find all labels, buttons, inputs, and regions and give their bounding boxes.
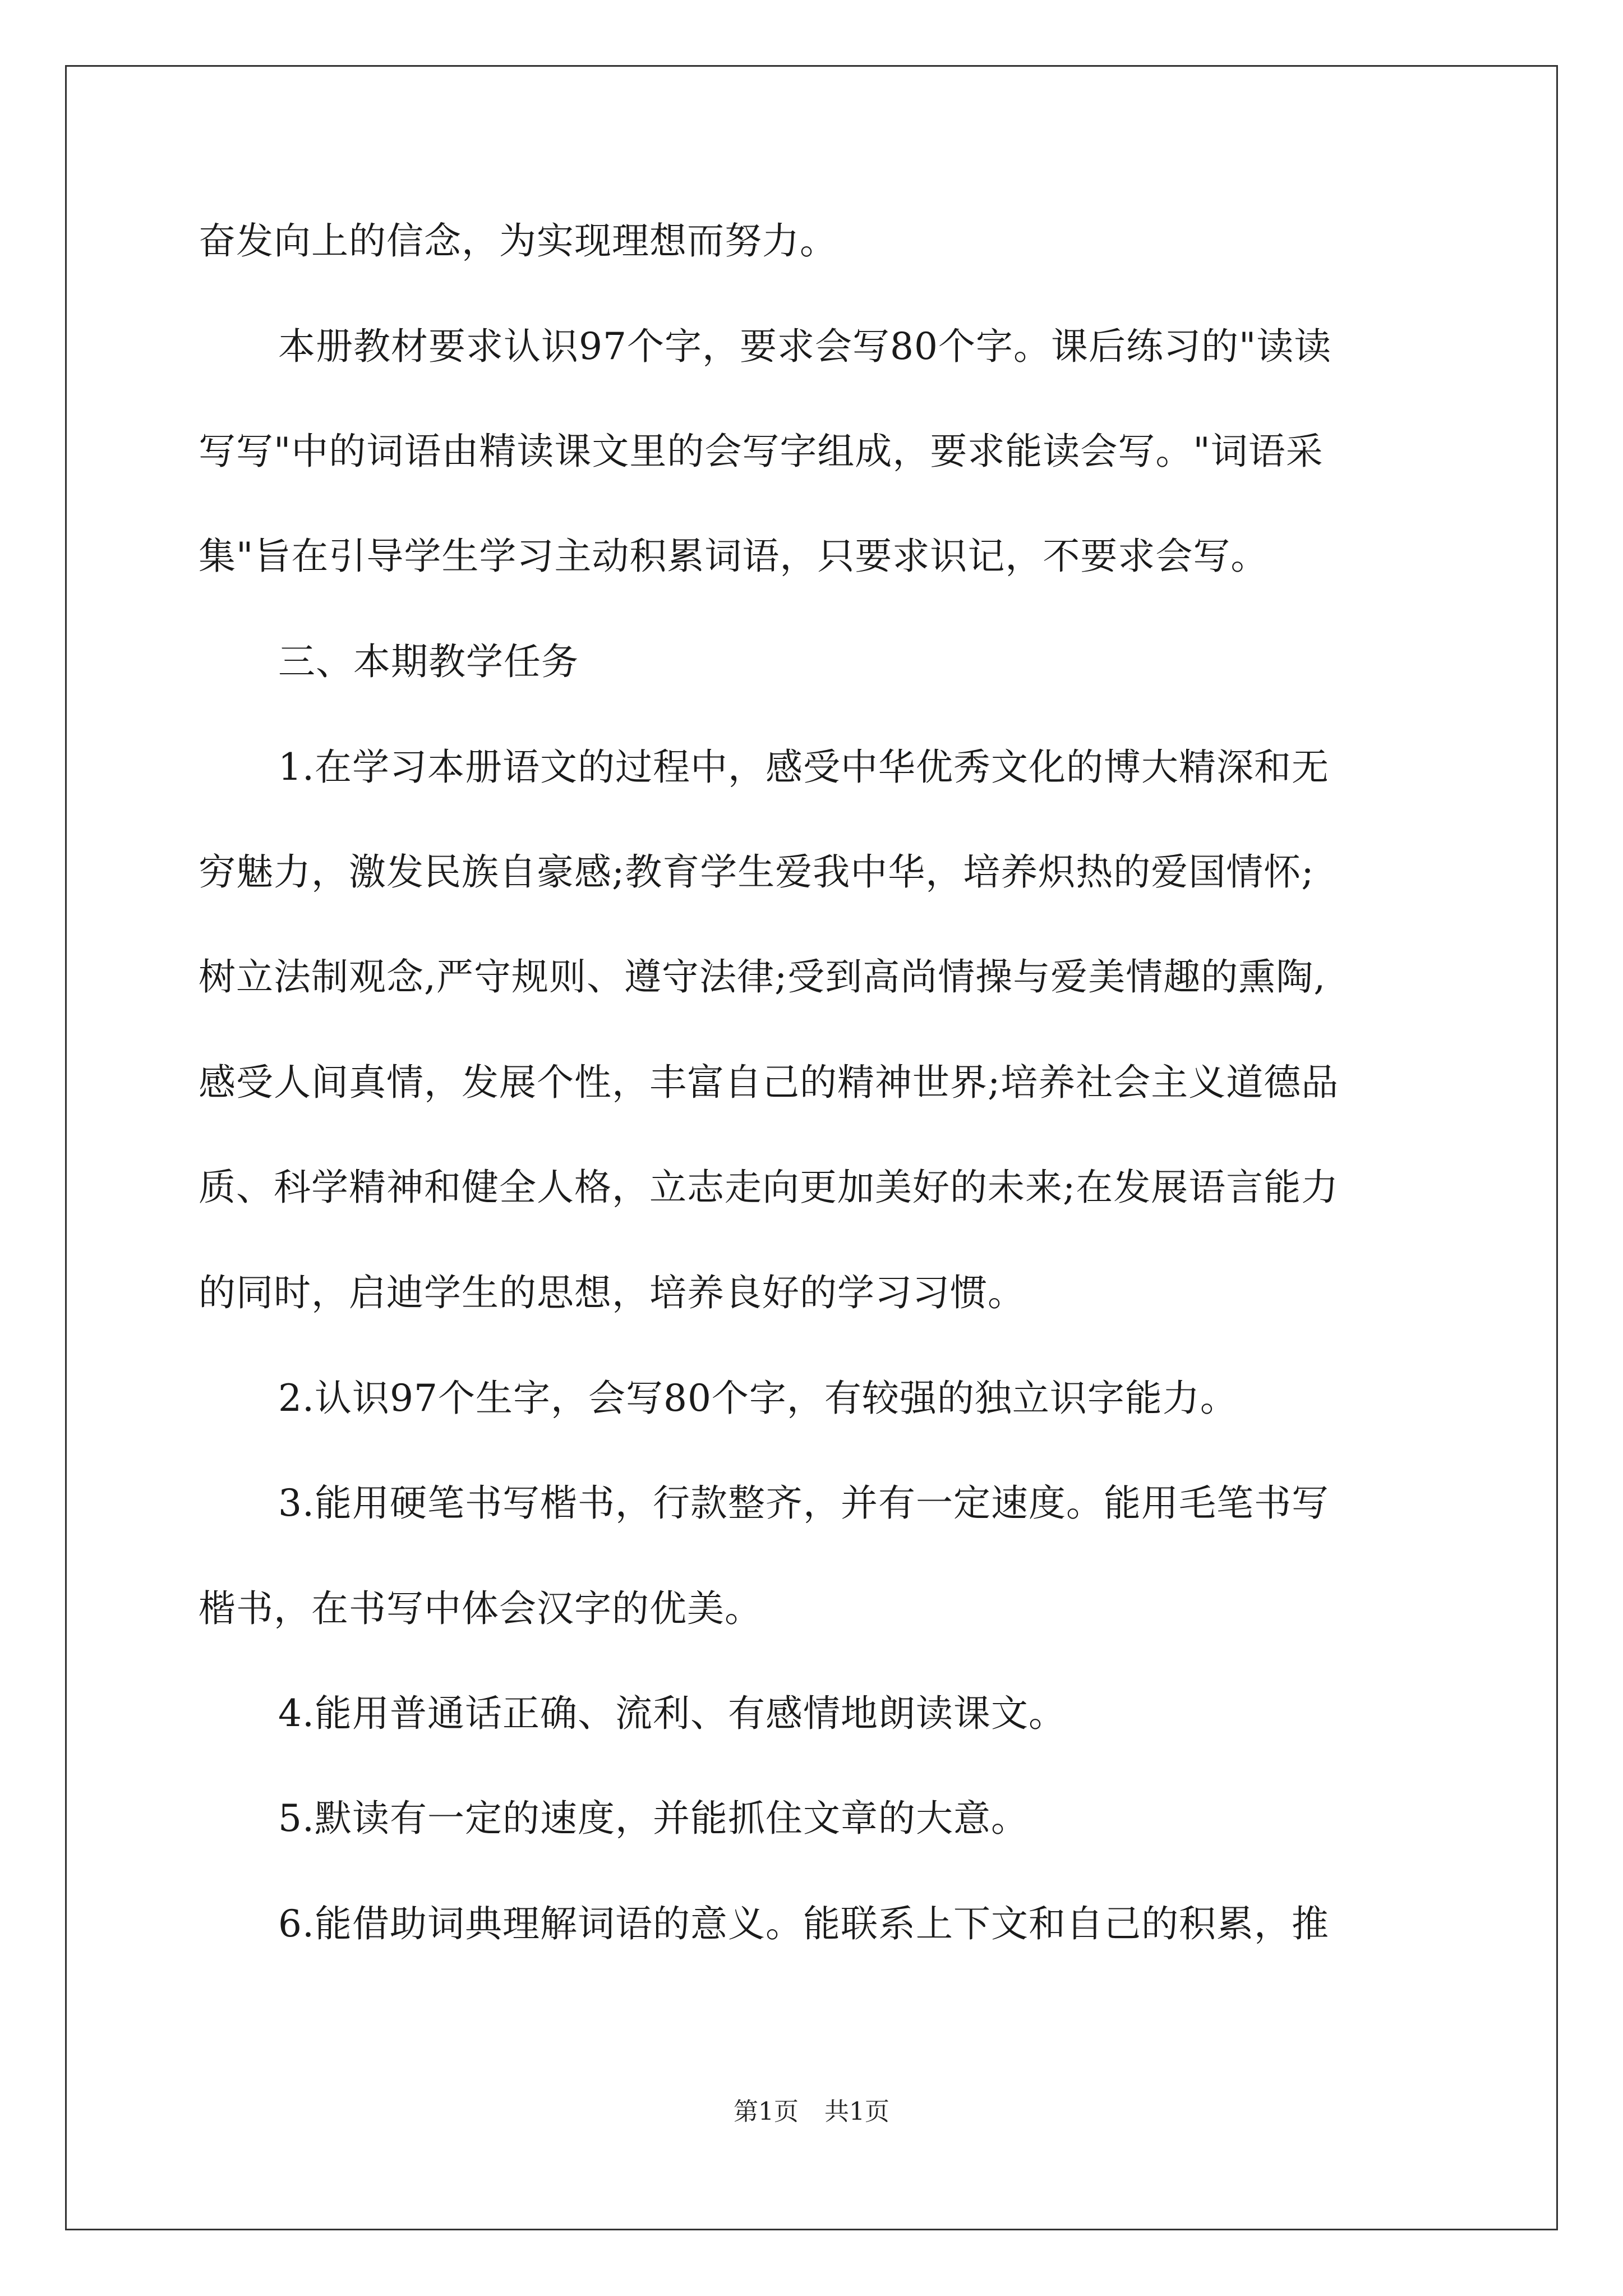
text-line: 树立法制观念,严守规则、遵守法律;受到高尚情操与爱美情趣的熏陶,: [199, 955, 1326, 999]
text-line: 写写"中的词语由精读课文里的会写字组成，要求能读会写。"词语采: [199, 430, 1324, 473]
text-line: 5.默读有一定的速度，并能抓住文章的大意。: [278, 1797, 1029, 1840]
text-line: 感受人间真情，发展个性，丰富自己的精神世界;培养社会主义道德品: [199, 1061, 1339, 1104]
page-number: 第1页: [734, 2097, 799, 2126]
text-line: 的同时，启迪学生的思想，培养良好的学习习惯。: [199, 1271, 1025, 1314]
text-line: 奋发向上的信念，为实现理想而努力。: [199, 219, 837, 263]
text-line: 1.在学习本册语文的过程中，感受中华优秀文化的博大精深和无: [278, 746, 1329, 789]
section-heading: 三、本期教学任务: [278, 640, 579, 683]
text-line: 2.认识97个生字，会写80个字，有较强的独立识字能力。: [278, 1377, 1238, 1420]
text-line: 楷书，在书写中体会汉字的优美。: [199, 1587, 762, 1630]
text-line: 本册教材要求认识97个字，要求会写80个字。课后练习的"读读: [278, 325, 1332, 368]
page-footer: [0, 2095, 1623, 2129]
text-line: 质、科学精神和健全人格，立志走向更加美好的未来;在发展语言能力: [199, 1166, 1339, 1209]
text-line: 4.能用普通话正确、流利、有感情地朗读课文。: [278, 1692, 1066, 1735]
page-total: 共1页: [824, 2097, 889, 2126]
text-line: 3.能用硬笔书写楷书，行款整齐，并有一定速度。能用毛笔书写: [278, 1481, 1329, 1525]
text-line: 穷魅力，激发民族自豪感;教育学生爱我中华，培养炽热的爱国情怀;: [199, 850, 1315, 894]
text-line: 6.能借助词典理解词语的意义。能联系上下文和自己的积累，推: [278, 1902, 1329, 1945]
text-line: 集"旨在引导学生学习主动积累词语，只要求识记，不要求会写。: [199, 535, 1269, 578]
